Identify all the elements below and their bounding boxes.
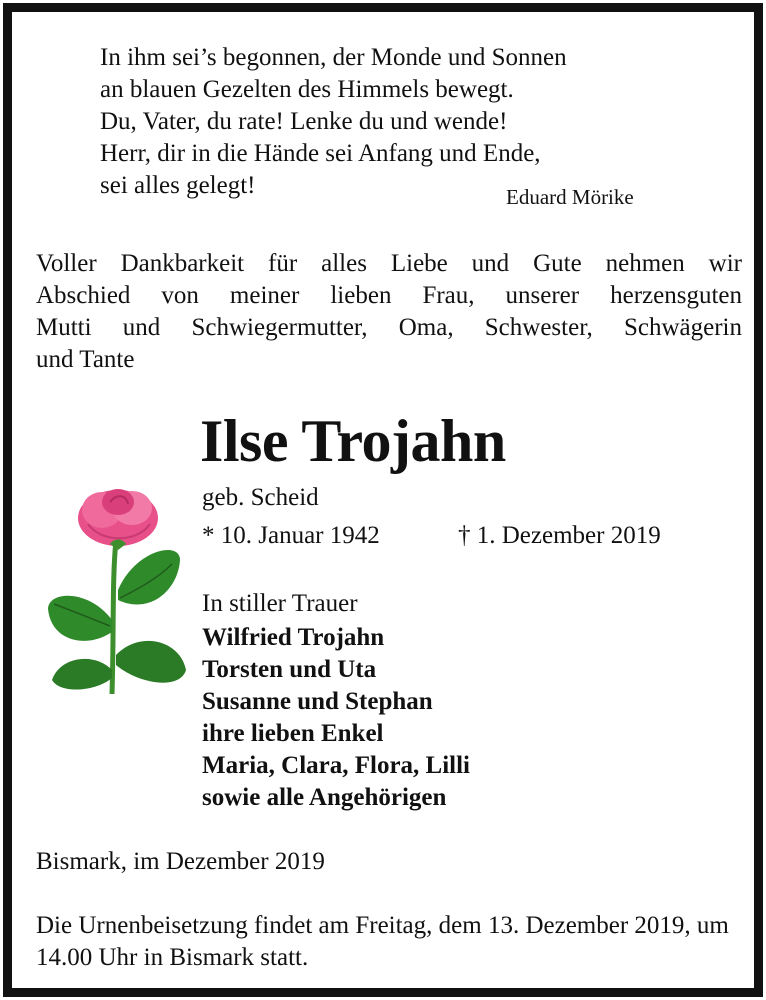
mourners-heading: In stiller Trauer: [202, 590, 358, 617]
mourner-name: Susanne und Stephan: [202, 688, 433, 715]
poem-line: Herr, dir in die Hände sei Anfang und Ende,: [100, 140, 541, 167]
burial-notice: Die Urnenbeisetzung findet am Freitag, dem 13. Dezember 2019, um 14.00 Uhr in Bismark statt.: [36, 912, 729, 971]
intro-line: Abschied von meiner lieben Frau, unserer herzensguten: [36, 282, 742, 309]
death-date: † 1. Dezember 2019: [458, 522, 661, 549]
maiden-name: geb. Scheid: [202, 484, 319, 511]
poem-line: sei alles gelegt!: [100, 172, 256, 199]
mourner-name: Wilfried Trojahn: [202, 624, 385, 651]
rose-icon: [40, 480, 190, 694]
mourner-name: Maria, Clara, Flora, Lilli: [202, 752, 471, 779]
mourner-name: ihre lieben Enkel: [202, 720, 384, 747]
mourner-name: Torsten und Uta: [202, 656, 377, 683]
mourner-name: sowie alle Angehörigen: [202, 784, 447, 811]
birth-date: * 10. Januar 1942: [202, 522, 380, 549]
poem-author: Eduard Mörike: [506, 185, 634, 209]
intro-line: und Tante: [36, 346, 135, 373]
poem-line: Du, Vater, du rate! Lenke du und wende!: [100, 108, 508, 135]
intro-line: Mutti und Schwiegermutter, Oma, Schwester, Schwägerin: [36, 314, 742, 341]
poem-line: an blauen Gezelten des Himmels bewegt.: [100, 76, 514, 103]
place-date: Bismark, im Dezember 2019: [36, 848, 325, 875]
intro-text: [36, 248, 742, 376]
poem-line: In ihm sei’s begonnen, der Monde und Sonnen: [100, 44, 567, 71]
intro-line: Voller Dankbarkeit für alles Liebe und Gute nehmen wir: [36, 250, 742, 277]
deceased-name: Ilse Trojahn: [200, 408, 506, 474]
obituary-frame: [3, 3, 763, 997]
